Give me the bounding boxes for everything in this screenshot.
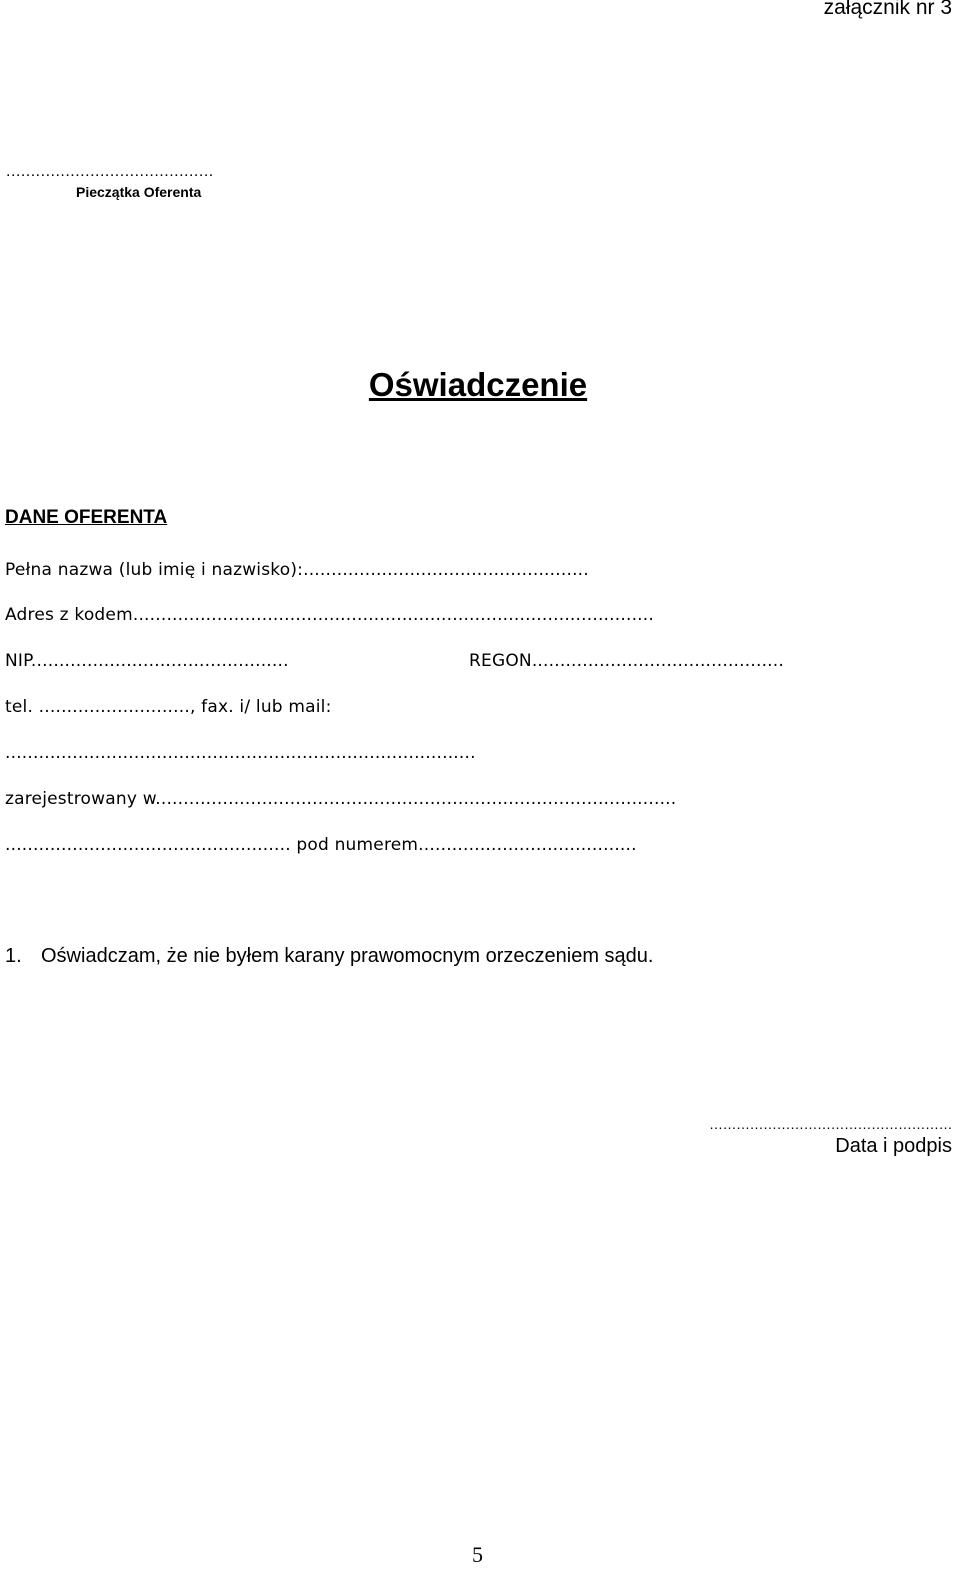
contact-field: tel. ..........................., fax. i/ lub mail:: [5, 697, 332, 717]
contact-dotted-line: ....................................................................................: [5, 743, 476, 763]
document-title: Oświadczenie: [368, 366, 588, 403]
page-number: 5: [472, 1542, 483, 1567]
statement-text: Oświadczam, że nie byłem karany prawomocnym orzeczeniem sądu.: [41, 945, 654, 967]
registered-in-field: zarejestrowany w.............................................................................................: [5, 789, 677, 809]
nip-field: NIP..............................................: [5, 651, 289, 671]
stamp-dotted-line: ..........................................: [6, 163, 214, 180]
bidder-data-heading: DANE OFERENTA: [5, 507, 168, 528]
registration-number-field: ................................................... pod numerem.......................................: [5, 835, 637, 855]
stamp-label: Pieczątka Oferenta: [76, 184, 202, 200]
address-field: Adres z kodem.............................................................................................: [5, 605, 654, 625]
regon-field: REGON.............................................: [469, 651, 784, 671]
statement-number: 1.: [5, 945, 22, 967]
signature-label: Data i podpis: [835, 1135, 952, 1157]
signature-dotted-line: ………………………………………………: [709, 1116, 952, 1132]
statement-item: [5, 945, 653, 968]
attachment-label: załącznik nr 3: [823, 0, 952, 19]
full-name-field: Pełna nazwa (lub imię i nazwisko):...................................................: [5, 560, 589, 580]
